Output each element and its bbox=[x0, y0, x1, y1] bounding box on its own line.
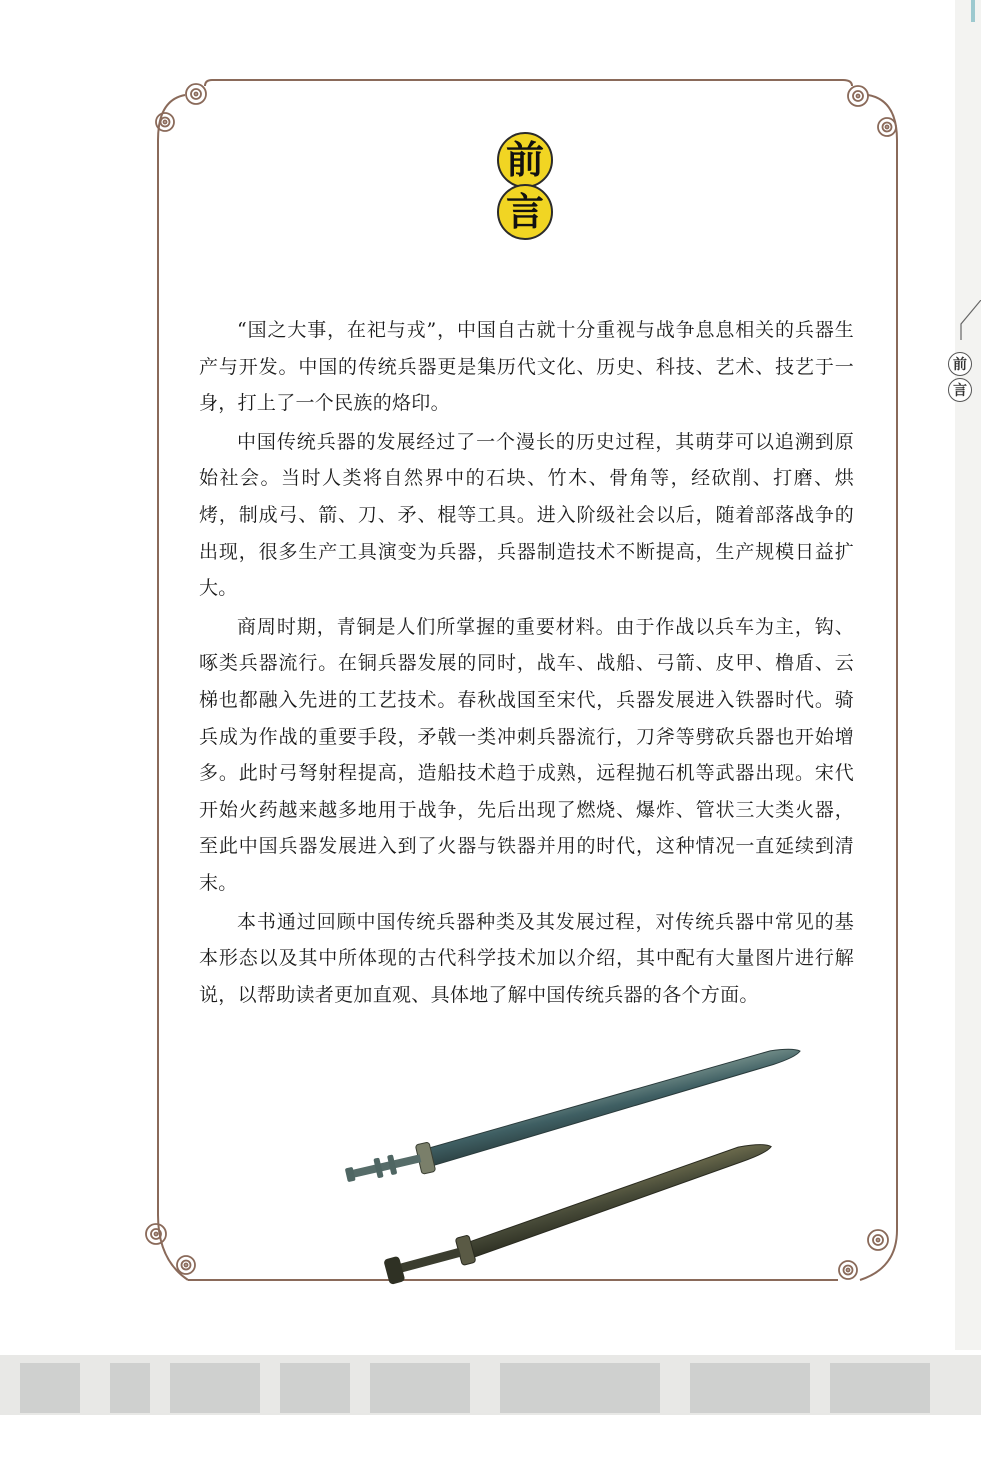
side-tab-char-1: 前 bbox=[948, 352, 972, 376]
paragraph-3: 商周时期，青铜是人们所掌握的重要材料。由于作战以兵车为主，钩、啄类兵器流行。在铜兵器发展的同时，战车、战船、弓箭、皮甲、橹盾、云梯也都融入先进的工艺技术。春秋战国至宋代，兵器发展进入铁器时代。骑兵成为作战的重要手段，矛戟一类冲刺兵器流行，刀斧等劈砍兵器也开始增多。此时弓弩射程提高，造船技术趋于成熟，远程抛石机等武器出现。宋代开始火药越来越多地用于战争，先后出现了燃烧、爆炸、管状三大类火器，至此中国兵器发展进入到了火器与铁器并用的时代，这种情况一直延续到清末。 bbox=[199, 615, 854, 894]
scan-bottom-edge bbox=[0, 1355, 981, 1415]
paragraph-4: 本书通过回顾中国传统兵器种类及其发展过程，对传统兵器中常见的基本形态以及其中所体现的古代科学技术加以介绍，其中配有大量图片进行解说，以帮助读者更加直观、具体地了解中国传统兵器的各个方面。 bbox=[199, 910, 854, 1006]
bronze-swords-illustration bbox=[320, 1005, 820, 1285]
paragraph-1: “国之大事，在祀与戎”，中国自古就十分重视与战争息息相关的兵器生产与开发。中国的传统兵器更是集历代文化、历史、科技、艺术、技艺于一身，打上了一个民族的烙印。 bbox=[199, 319, 854, 415]
paragraph-2: 中国传统兵器的发展经过了一个漫长的历史过程，其萌芽可以追溯到原始社会。当时人类将自然界中的石块、竹木、骨角等，经砍削、打磨、烘烤，制成弓、箭、刀、矛、棍等工具。进入阶级社会以后，随着部落战争的出现，很多生产工具演变为兵器，兵器制造技术不断提高，生产规模日益扩大。 bbox=[199, 430, 854, 600]
title-char-qian: 前 bbox=[497, 132, 553, 188]
title-char-yan: 言 bbox=[497, 184, 553, 240]
preface-body bbox=[199, 312, 854, 1015]
side-tab-char-2: 言 bbox=[948, 378, 972, 402]
sword-upper bbox=[340, 1044, 807, 1191]
